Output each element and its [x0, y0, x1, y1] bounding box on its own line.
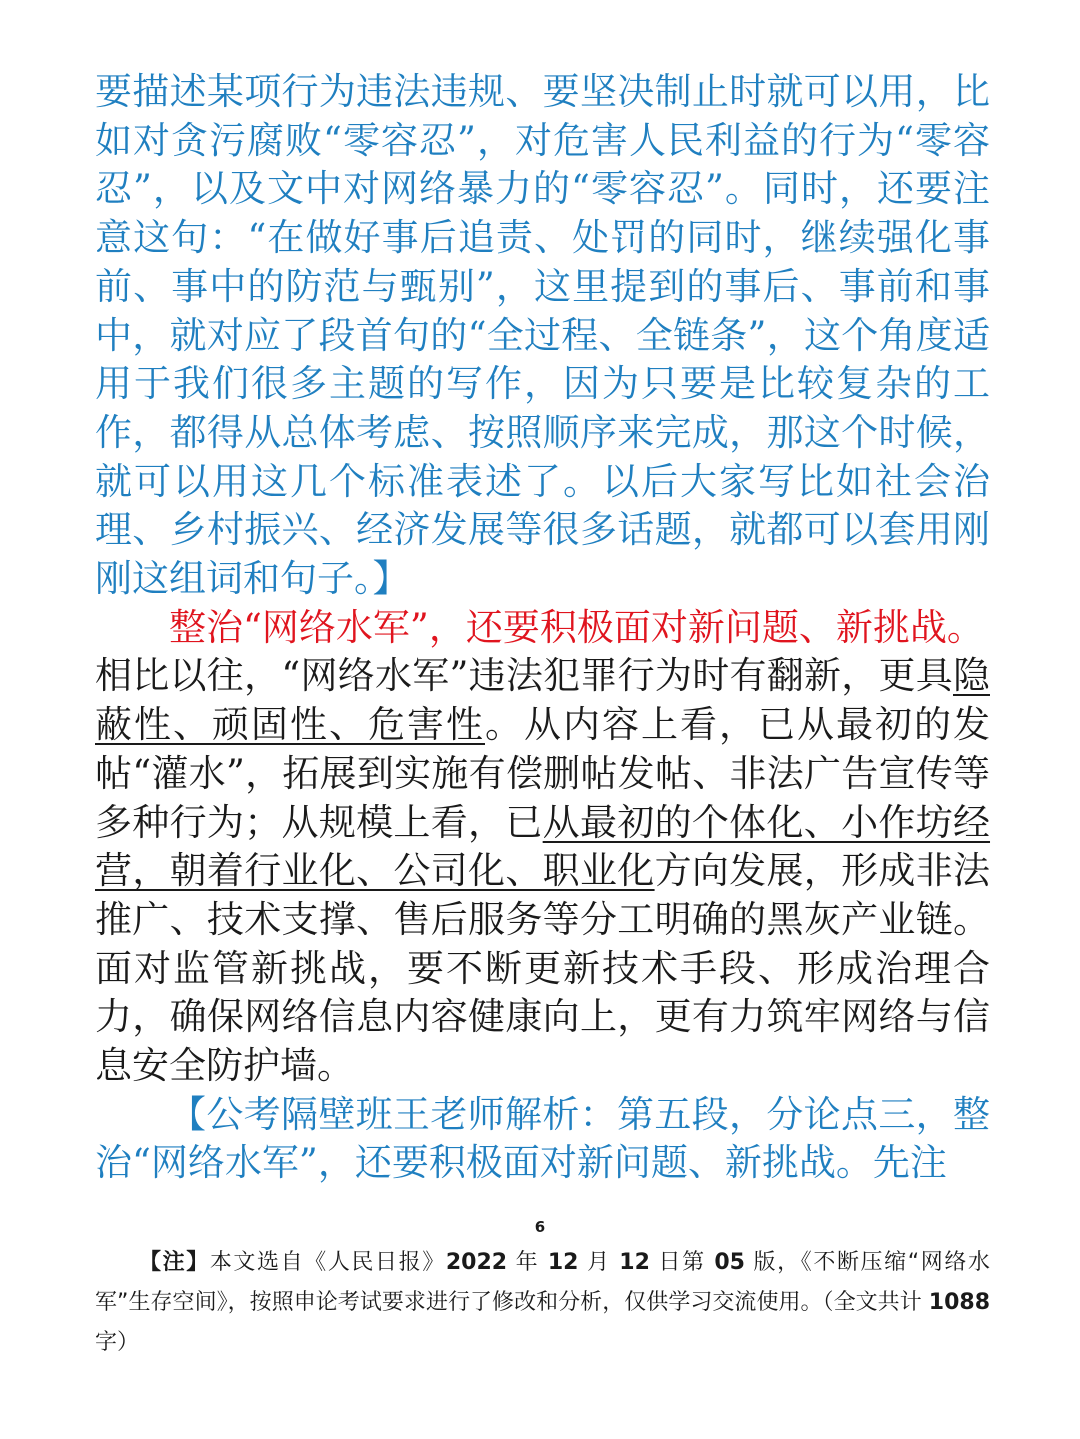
paragraph-text: 。从内容上看，已从最初的发帖“灌水”，拓展到实施有偿删帖发帖、非法广告宣传等多种行为；从规模上看，已 [95, 703, 990, 844]
paragraph-text: 相比以往，“网络水军”违法犯罪行为时有翻新，更具 [95, 654, 953, 698]
article-body [95, 68, 990, 1188]
underlined-phrase: 从最初的个体化、小作坊经营，朝着行业化、公司化、职业化 [95, 800, 991, 893]
note-month: 12 [547, 1250, 579, 1275]
note-segment: 版，《不断压缩“网络水军”生存空间》，按照申论考试要求进行了修改和分析，仅供学习交流使用。（全文共计 [95, 1250, 990, 1315]
note-year: 2022 [445, 1250, 508, 1275]
underlined-phrase: 隐蔽性、顽固性、危害性 [95, 654, 990, 747]
paragraph-text: 方向发展，形成非法推广、技术支撑、售后服务等分工明确的黑灰产业链。面对监管新挑战，要不断更新技术手段、形成治理合力，确保网络信息内容健康向上，更有力筑牢网络与信息安全防护墙。 [95, 849, 991, 1088]
section-heading: 整治“网络水军”，还要积极面对新问题、新挑战。 [169, 605, 984, 649]
note-word-count: 1088 [928, 1290, 990, 1315]
note-text [95, 1243, 990, 1363]
note-segment: 字） [95, 1330, 140, 1355]
analysis-paragraph-continued: 要描述某项行为违法违规、要坚决制止时就可以用，比如对贪污腐败“零容忍”，对危害人民利益的行为“零容忍”，以及文中对网络暴力的“零容忍”。同时，还要注意这句：“在做好事后追责、处罚的同时，继续强化事前、事中的防范与甄别”，这里提到的事后、事前和事中，就对应了段首句的“全过程、全链条”，这个角度适用于我们很多主题的写作，因为只要是比较复杂的工作，都得从总体考虑、按照顺序来完成，那这个时候，就可以用这几个标准表述了。以后大家写比如社会治理、乡村振兴、经济发展等很多话题，就都可以套用刚刚这组词和句子。】 [95, 70, 990, 601]
article-paragraph [95, 652, 990, 1090]
note-label: 【注】 [139, 1250, 210, 1275]
page-number: 6 [534, 1218, 546, 1236]
note-edition: 05 [714, 1250, 745, 1275]
note-segment: 本文选自《人民日报》 [209, 1250, 446, 1275]
source-note [95, 1243, 990, 1363]
note-segment: 月 [578, 1250, 620, 1275]
note-day: 12 [619, 1250, 650, 1275]
note-segment: 年 [507, 1250, 548, 1275]
note-segment: 日第 [649, 1250, 715, 1275]
analysis-paragraph: 【公考隔壁班王老师解析：第五段，分论点三，整治“网络水军”，还要积极面对新问题、新挑战。先注 [95, 1092, 990, 1185]
